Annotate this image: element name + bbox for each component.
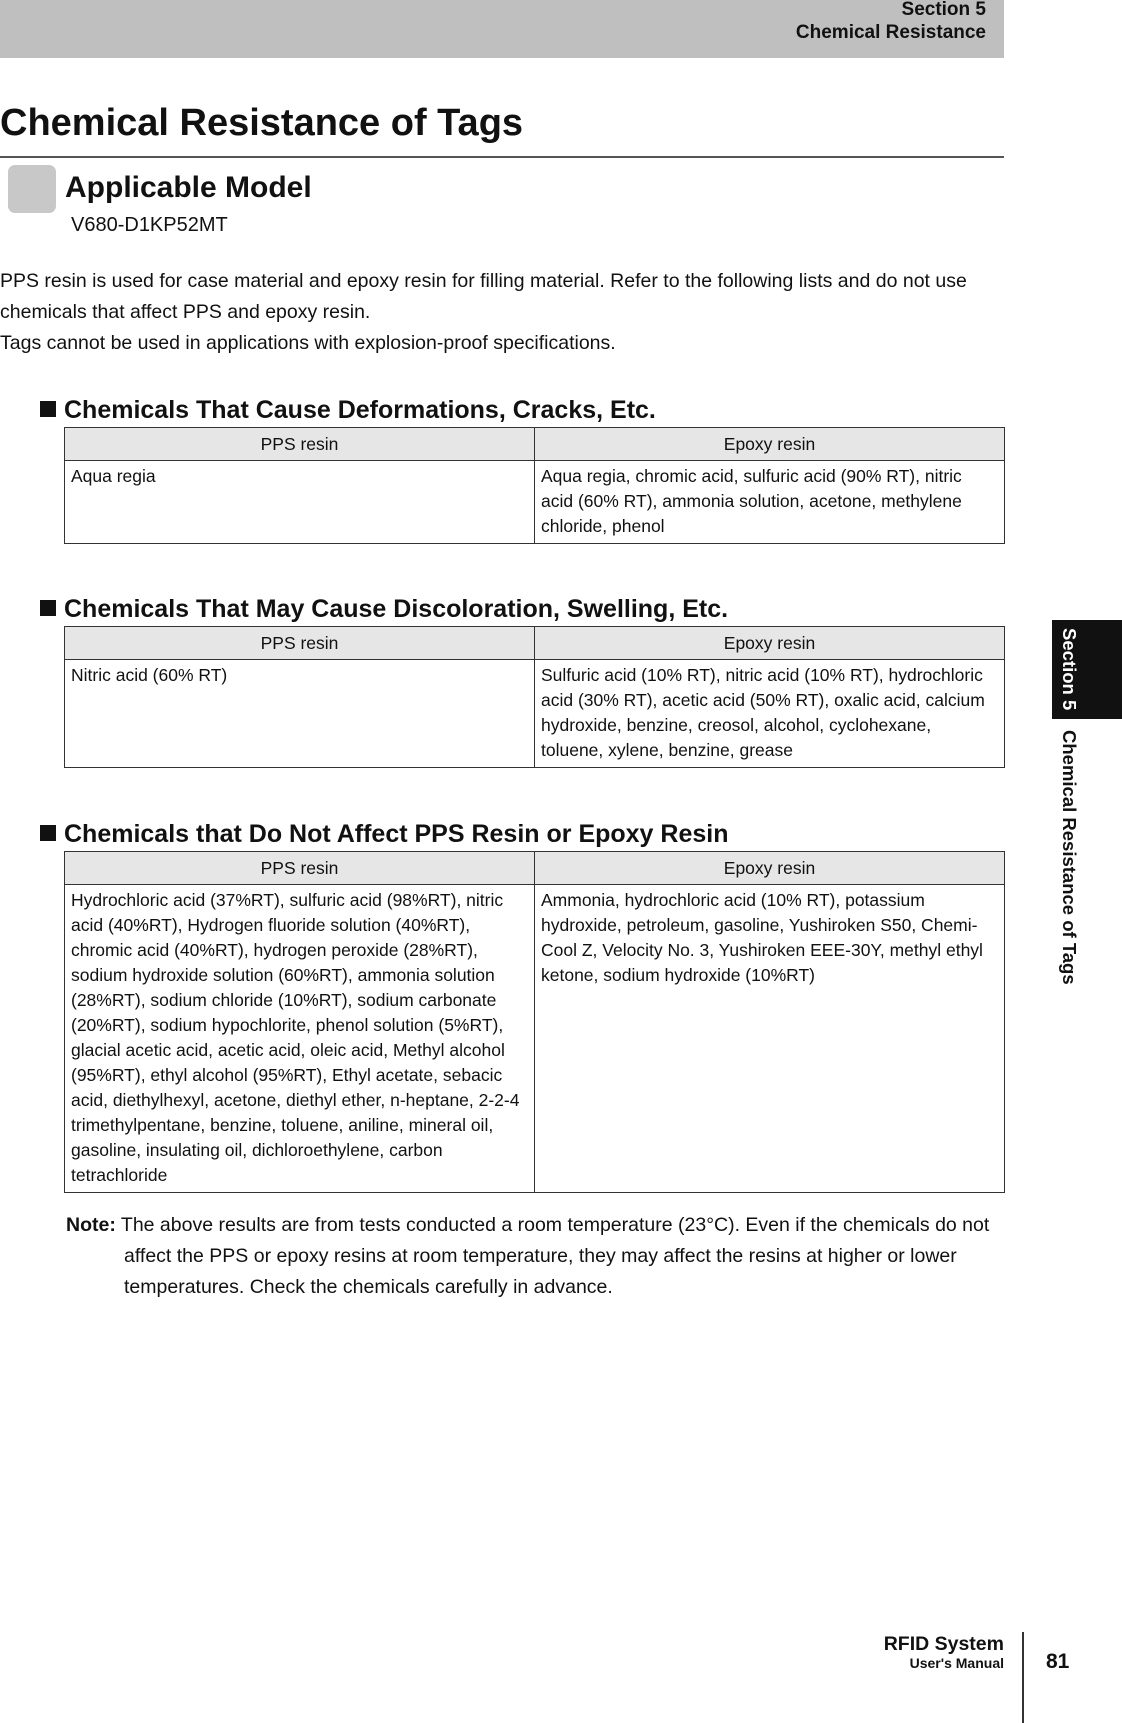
note-text: The above results are from tests conducted a room temperature (23°C). Even if the chemicals do not affect the PPS or epoxy resins at room temperature, they may affect the resins at higher or lower temperatures. Check the chemicals carefully in advance. — [120, 1214, 990, 1298]
intro-paragraph-1: PPS resin is used for case material and epoxy resin for filling material. Refer to the following lists and do not use chemicals that affect PPS and epoxy resin. — [0, 270, 967, 323]
section-heading-no-effect — [40, 819, 729, 849]
section-heading-text: Chemicals that Do Not Affect PPS Resin or Epoxy Resin — [64, 820, 729, 848]
footer-brand — [884, 1633, 1004, 1671]
side-tab-section: Section 5 — [1059, 628, 1080, 711]
column-header-epoxy: Epoxy resin — [535, 627, 1005, 660]
table-header-row — [65, 428, 1005, 461]
cell-pps: Hydrochloric acid (37%RT), sulfuric acid (98%RT), nitric acid (40%RT), Hydrogen fluoride solution (40%RT), chromic acid (40%RT), hydrogen peroxide (28%RT), sodium hydroxide solution (60%RT), ammonia solution (28%RT), sodium chloride (10%RT), sodium carbonate (20%RT), sodium hypochlorite, phenol solution (5%RT), glacial acetic acid, acetic acid, oleic acid, Methyl alcohol (95%RT), ethyl alcohol (95%RT), Ethyl acetate, sebacic acid, diethylhexyl, acetone, diethyl ether, n-heptane, 2-2-4 trimethylpentane, benzine, toluene, aniline, mineral oil, gasoline, insulating oil, dichloroethylene, carbon tetrachloride — [65, 885, 535, 1193]
model-name: V680-D1KP52MT — [71, 214, 228, 236]
cell-pps: Nitric acid (60% RT) — [65, 660, 535, 768]
no-effect-table — [64, 851, 1005, 1193]
discoloration-table — [64, 626, 1005, 768]
footer-brand-name: RFID System — [883, 1633, 1004, 1655]
section-heading-text: Chemicals That May Cause Discoloration, Swelling, Etc. — [64, 595, 729, 623]
header-bar — [0, 0, 1004, 58]
side-tab-title-text: Chemical Resistance of Tags — [1059, 730, 1080, 985]
page-title: Chemical Resistance of Tags — [0, 100, 1004, 158]
cell-pps: Aqua regia — [65, 461, 535, 544]
side-tab-title — [1052, 730, 1086, 985]
cell-epoxy: Aqua regia, chromic acid, sulfuric acid (90% RT), nitric acid (60% RT), ammonia solution, acetone, methylene chloride, phenol — [535, 461, 1005, 544]
page-number: 81 — [1046, 1650, 1070, 1673]
deformations-table — [64, 427, 1005, 544]
note — [66, 1210, 1006, 1303]
section-heading-deformations — [40, 395, 656, 425]
table-row — [65, 461, 1005, 544]
side-tab-label — [1052, 620, 1086, 719]
section-heading-text: Chemicals That Cause Deformations, Cracks, Etc. — [64, 396, 656, 424]
model-heading: Applicable Model — [65, 171, 312, 204]
footer-divider — [1022, 1632, 1024, 1723]
cell-epoxy: Sulfuric acid (10% RT), nitric acid (10% RT), hydrochloric acid (30% RT), acetic acid (50% RT), oxalic acid, calcium hydroxide, benzine, creosol, alcohol, cyclohexane, toluene, xylene, benzine, grease — [535, 660, 1005, 768]
table-row — [65, 660, 1005, 768]
cell-epoxy: Ammonia, hydrochloric acid (10% RT), potassium hydroxide, petroleum, gasoline, Yushiroken S50, Chemi-Cool Z, Velocity No. 3, Yushiroken EEE-30Y, methyl ethyl ketone, sodium hydroxide (10%RT) — [535, 885, 1005, 1193]
table-header-row — [65, 627, 1005, 660]
column-header-pps: PPS resin — [65, 428, 535, 461]
column-header-epoxy: Epoxy resin — [535, 852, 1005, 885]
column-header-pps: PPS resin — [65, 627, 535, 660]
intro-paragraph-2: Tags cannot be used in applications with explosion-proof specifications. — [0, 332, 616, 354]
column-header-epoxy: Epoxy resin — [535, 428, 1005, 461]
intro-text — [0, 266, 1004, 359]
section-heading-discoloration — [40, 594, 728, 624]
footer-manual-name: User's Manual — [909, 1655, 1004, 1671]
table-row — [65, 885, 1005, 1193]
header-section: Section 5 — [901, 0, 986, 20]
column-header-pps: PPS resin — [65, 852, 535, 885]
square-bullet-icon — [40, 401, 56, 417]
header-subtitle: Chemical Resistance — [795, 22, 986, 43]
model-marker-icon — [8, 165, 56, 213]
note-label: Note: — [66, 1214, 116, 1236]
square-bullet-icon — [40, 825, 56, 841]
table-header-row — [65, 852, 1005, 885]
square-bullet-icon — [40, 600, 56, 616]
